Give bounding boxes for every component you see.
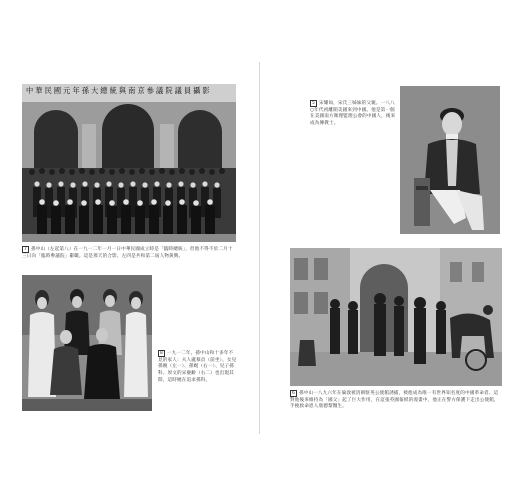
family-photo-image — [22, 275, 152, 411]
caption-text: 孫中山（左起第八）在一九一二年一月一日中華民國成立時是「臨時總統」，但他不得不於二月十三日向「臨時參議院」辭職。這是那天的合影，左四是共和第二屆人物黃興。 — [22, 247, 233, 259]
caption-7 — [22, 246, 236, 260]
cartoon-illustration-graphic — [290, 248, 502, 386]
caption-number: 8 — [160, 351, 163, 356]
right-page — [260, 0, 520, 500]
caption-6 — [290, 390, 502, 411]
caption-8 — [158, 350, 238, 384]
caption-text: 一九一二年，孫中山和十多年不見的家人：夫人盧慕貞（前坐）、女兒孫婉（左一）、孫娫（右一）、兒子孫科。原文的宋慶齡（右二）也出現其間，這時她在追求孫科。 — [158, 351, 237, 383]
group-photo-graphic — [22, 84, 236, 242]
caption-number: 7 — [24, 247, 27, 252]
caption-5 — [310, 100, 396, 128]
caption-number: 6 — [292, 391, 295, 396]
family-photo-graphic — [22, 275, 152, 411]
cartoon-illustration-image — [290, 248, 502, 386]
caption-number: 5 — [312, 101, 315, 106]
caption-text: 宋耀如，宋氏三姊妹的父親。一八八○年代初離開美國來到中國。他是第一個在美國南方衛理監理公會的中國人，後來成為傳教士。 — [310, 101, 396, 126]
portrait-photo-image — [400, 86, 500, 234]
caption-text: 孫中山一八九六年在倫敦被清朝駐英公使館誘捕，被他成為唯一有世界知名度的中國革命者。這對他後來維持為「國父」起了巨大作用，在這張英國報紙的漫畫中，他正在警方保護下走出公使館，手挽救命恩人康德黎醫生。 — [290, 391, 499, 410]
portrait-photo-graphic — [400, 86, 500, 234]
group-photo-banner: 中華民國元年孫大總統與南京參議院議員攝影 — [26, 86, 212, 95]
group-photo-image — [22, 84, 236, 242]
